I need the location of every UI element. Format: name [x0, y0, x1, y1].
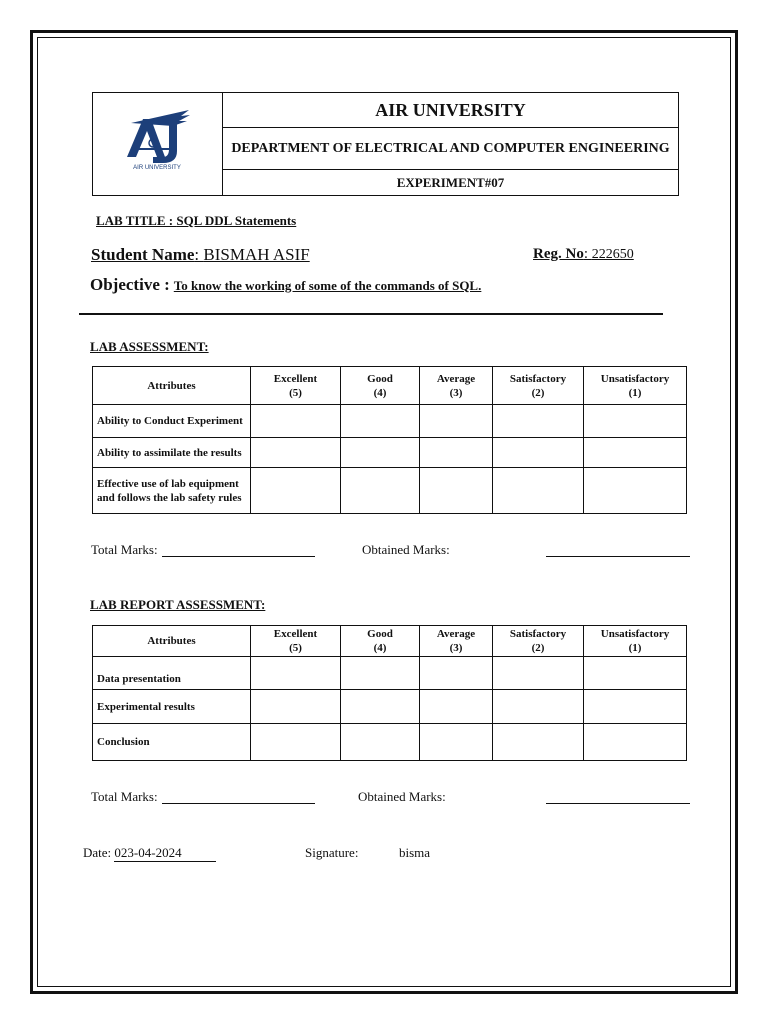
- signature-value: bisma: [399, 845, 431, 860]
- department-name: DEPARTMENT OF ELECTRICAL AND COMPUTER ENGINEERING: [223, 128, 678, 170]
- score-cell: [341, 724, 420, 761]
- score-cell: [493, 438, 584, 468]
- column-header: Unsatisfactory (1): [584, 626, 687, 657]
- header-table: [92, 92, 679, 196]
- score-cell: [584, 724, 687, 761]
- score-cell: [341, 405, 420, 438]
- column-header: Good (4): [341, 367, 420, 405]
- attribute-label: Experimental results: [93, 690, 251, 724]
- lab-title-separator: :: [165, 213, 177, 228]
- score-cell: [251, 724, 341, 761]
- score-cell: [251, 405, 341, 438]
- lab-assessment-table: [92, 366, 687, 514]
- column-header: Unsatisfactory (1): [584, 367, 687, 405]
- student-name-label: Student Name: [91, 245, 195, 264]
- column-header: Excellent (5): [251, 367, 341, 405]
- score-cell: [420, 724, 493, 761]
- column-header: Average (3): [420, 626, 493, 657]
- student-name-row: Student Name: BISMAH ASIF: [91, 245, 310, 264]
- lab-report-table: [92, 625, 687, 761]
- table-row: [93, 405, 687, 438]
- lab-assessment-heading: LAB ASSESSMENT:: [90, 339, 209, 354]
- university-name: AIR UNIVERSITY: [223, 93, 678, 128]
- obtained-marks-field: [546, 788, 690, 804]
- attribute-label: Effective use of lab equipment and follows the lab safety rules: [93, 468, 251, 514]
- score-cell: [493, 724, 584, 761]
- lab-title-value: SQL DDL Statements: [176, 213, 297, 228]
- score-cell: [584, 690, 687, 724]
- table-row: [93, 468, 687, 514]
- score-cell: [493, 657, 584, 690]
- table-header-row: [93, 367, 687, 405]
- score-cell: [341, 468, 420, 514]
- obtained-marks-field: [546, 541, 690, 557]
- score-cell: [251, 690, 341, 724]
- column-header: Satisfactory (2): [493, 367, 584, 405]
- reg-no-label: Reg. No: [533, 246, 584, 262]
- reg-no-value: 222650: [591, 247, 634, 262]
- score-cell: [584, 405, 687, 438]
- column-header: Attributes: [93, 626, 251, 657]
- attribute-label: Conclusion: [93, 724, 251, 761]
- table-row: [93, 657, 687, 690]
- score-cell: [251, 468, 341, 514]
- column-header: Good (4): [341, 626, 420, 657]
- score-cell: [341, 438, 420, 468]
- objective-value: To know the working of some of the commands of SQL.: [173, 278, 482, 293]
- table-row: [93, 724, 687, 761]
- total-marks-label: Total Marks:: [91, 789, 158, 804]
- table-row: [93, 690, 687, 724]
- score-cell: [341, 657, 420, 690]
- score-cell: [584, 438, 687, 468]
- column-header: Average (3): [420, 367, 493, 405]
- score-cell: [420, 468, 493, 514]
- score-cell: [584, 468, 687, 514]
- obtained-marks-label: Obtained Marks:: [358, 789, 446, 804]
- score-cell: [420, 657, 493, 690]
- score-cell: [493, 468, 584, 514]
- date-label: Date:: [83, 845, 115, 860]
- score-cell: [493, 690, 584, 724]
- objective-label: Objective :: [90, 275, 170, 294]
- score-cell: [584, 657, 687, 690]
- attribute-label: Data presentation: [93, 657, 251, 690]
- score-cell: [251, 657, 341, 690]
- date-value: 023-04-2024: [114, 845, 216, 862]
- table-header-row: [93, 626, 687, 657]
- column-header: Satisfactory (2): [493, 626, 584, 657]
- date-row: [83, 845, 216, 862]
- university-logo-cell: [93, 93, 223, 195]
- logo-text: AIR UNIVERSITY: [133, 165, 181, 171]
- air-university-logo: [93, 93, 222, 195]
- score-cell: [420, 438, 493, 468]
- score-cell: [251, 438, 341, 468]
- section-divider: [79, 313, 663, 315]
- table-row: [93, 438, 687, 468]
- student-name-value: BISMAH ASIF: [203, 245, 310, 264]
- score-cell: [420, 405, 493, 438]
- total-marks-field: [162, 788, 315, 804]
- objective-row: [90, 275, 481, 295]
- attribute-label: Ability to Conduct Experiment: [93, 405, 251, 438]
- total-marks-label: Total Marks:: [91, 542, 158, 557]
- reg-no-row: Reg. No: 222650: [533, 246, 634, 262]
- total-marks-field: [162, 541, 315, 557]
- score-cell: [493, 405, 584, 438]
- signature-label: Signature:: [305, 845, 359, 860]
- attribute-label: Ability to assimilate the results: [93, 438, 251, 468]
- score-cell: [341, 690, 420, 724]
- obtained-marks-label: Obtained Marks:: [362, 542, 450, 557]
- lab-report-heading: LAB REPORT ASSESSMENT:: [90, 597, 266, 612]
- column-header: Attributes: [93, 367, 251, 405]
- score-cell: [420, 690, 493, 724]
- lab-title: [96, 213, 296, 229]
- experiment-number: EXPERIMENT#07: [396, 174, 505, 190]
- lab-title-label: LAB TITLE: [96, 213, 166, 228]
- column-header: Excellent (5): [251, 626, 341, 657]
